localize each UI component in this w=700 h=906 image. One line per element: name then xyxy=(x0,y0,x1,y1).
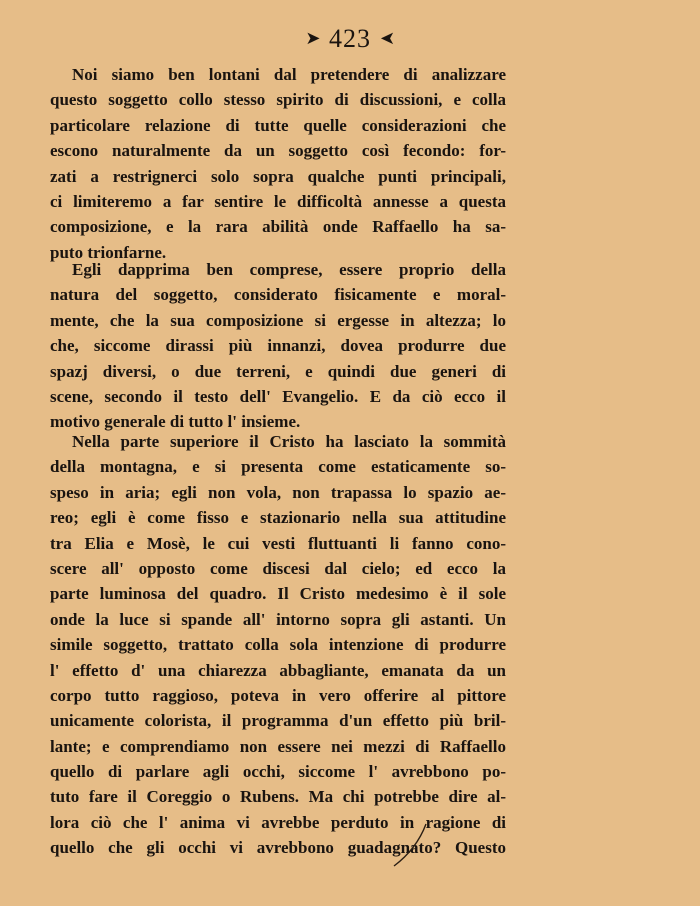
text-line: motivo generale di tutto l' insieme. xyxy=(50,412,301,432)
text-line: quello di parlare agli occhi, siccome l' avrebbono po- xyxy=(50,762,506,782)
text-line: particolare relazione di tutte quelle considerazioni che xyxy=(50,115,506,135)
text-line: corpo tutto raggioso, poteva in vero offerire al pittore xyxy=(50,685,506,705)
text-line: tra Elia e Mosè, le cui vesti fluttuanti li fanno cono- xyxy=(50,533,506,553)
text-line: lora ciò che l' anima vi avrebbe perduto in ragione di xyxy=(50,812,506,832)
text-line: onde la luce si spande all' intorno sopra gli astanti. Un xyxy=(50,609,506,629)
text-line: Egli dapprima ben compresе, essere proprio della xyxy=(72,260,506,279)
text-line: simile soggetto, trattato colla sola intenzione di produrre xyxy=(50,635,506,655)
text-line: Noi siamo ben lontani dal pretendere di analizzare xyxy=(72,65,506,84)
text-line: mente, che la sua composizione si ergesse in altezza; lo xyxy=(50,310,506,330)
text-line: tuto fare il Coreggio o Rubens. Ma chi potrebbe dire al- xyxy=(50,787,506,807)
right-arrow-ornament-icon: ➤ xyxy=(378,28,395,48)
text-line: natura del soggetto, considerato fisicamente e moral- xyxy=(50,285,506,305)
text-line: unicamente colorista, il programma d'un effetto più bril- xyxy=(50,711,506,731)
text-line: scere all' opposto come discesi dal cielo; ed ecco la xyxy=(50,558,506,578)
text-line: scene, secondo il testo dell' Evangelio. E da ciò ecco il xyxy=(50,386,506,406)
left-arrow-ornament-icon: ➤ xyxy=(305,28,322,48)
text-line: ci limiteremo a far sentire le difficoltà annesse a questa xyxy=(50,191,506,211)
text-line: della montagna, e si presenta come estaticamente so- xyxy=(50,457,506,477)
pen-scratch-mark xyxy=(390,820,430,870)
text-line: reo; egli è come fisso e stazionario nella sua attitudine xyxy=(50,508,506,528)
text-line: escono naturalmente da un soggetto così fecondo: for- xyxy=(50,141,506,161)
text-line: Nella parte superiore il Cristo ha lasciato la sommità xyxy=(72,432,506,451)
text-line: parte luminosa del quadro. Il Cristo medesimo è il sole xyxy=(50,584,506,604)
text-line: zati a restrignerci solo sopra qualche punti principali, xyxy=(50,166,506,186)
paragraph-2 xyxy=(50,257,506,435)
text-line: puto trionfarne. xyxy=(50,242,167,262)
text-line: questo soggetto collo stesso spirito di discussioni, e colla xyxy=(50,90,506,110)
text-line: che, siccome dirassi più innanzi, dovea produrre due xyxy=(50,336,506,356)
text-line: speso in aria; egli non vola, non trapassa lo spazio ae- xyxy=(50,482,506,502)
text-line: quello che gli occhi vi avrebbono guadagnato? Questo xyxy=(50,838,506,858)
text-line: composizione, e la rara abilità onde Raffaello ha sa- xyxy=(50,217,506,237)
page-number-header xyxy=(0,22,700,55)
page-number: 423 xyxy=(329,24,371,53)
paragraph-3 xyxy=(50,429,506,861)
paragraph-1 xyxy=(50,62,506,265)
text-line: l' effetto d' una chiarezza abbagliante, emanata da un xyxy=(50,660,506,680)
text-line: lante; e comprendiamo non essere nei mezzi di Raffaello xyxy=(50,736,506,756)
text-line: spazj diversi, o due terreni, e quindi due generi di xyxy=(50,361,506,381)
